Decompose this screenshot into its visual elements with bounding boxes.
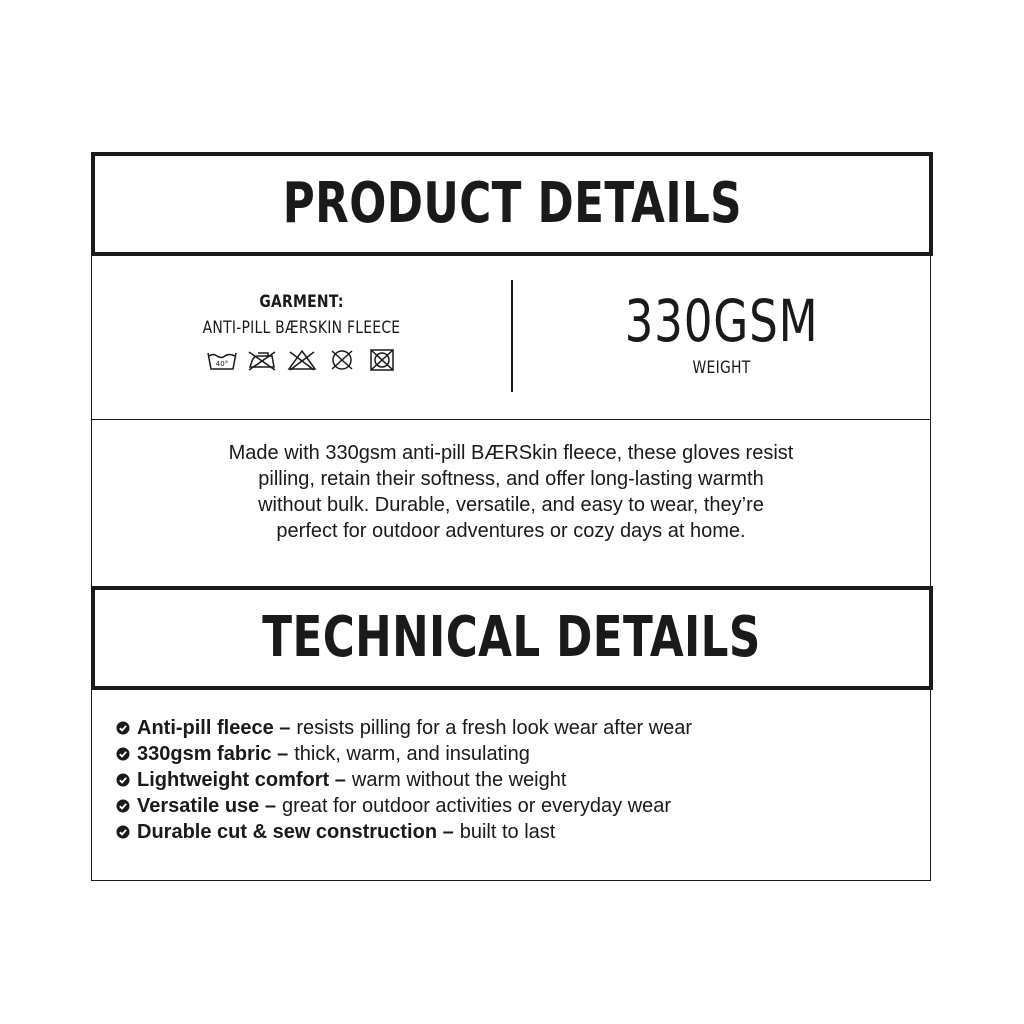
list-item xyxy=(116,793,692,819)
description-line: Made with 330gsm anti-pill BÆRSkin fleece, these gloves resist xyxy=(228,442,794,464)
do-not-dry-clean-icon xyxy=(326,348,358,372)
weight-label: WEIGHT xyxy=(692,358,751,378)
product-description xyxy=(92,440,930,544)
technical-details-title: TECHNICAL DETAILS xyxy=(262,605,762,670)
list-item xyxy=(116,819,692,845)
item-text: thick, warm, and insulating xyxy=(294,742,530,765)
weight-block xyxy=(513,287,930,378)
care-icons xyxy=(92,348,511,372)
product-details-banner xyxy=(91,152,933,256)
description-line: perfect for outdoor adventures or cozy days at home. xyxy=(276,520,746,542)
check-circle-icon xyxy=(116,825,130,839)
item-text: built to last xyxy=(459,820,556,843)
weight-value: 330GSM xyxy=(624,287,819,355)
do-not-bleach-icon xyxy=(286,348,318,372)
item-text: resists pilling for a fresh look wear after wear xyxy=(296,716,693,739)
item-label: Anti-pill fleece – xyxy=(137,716,291,739)
item-label: Lightweight comfort – xyxy=(137,768,346,791)
product-details-title: PRODUCT DETAILS xyxy=(282,171,742,236)
garment-value: ANTI-PILL BÆRSKIN FLEECE xyxy=(202,318,401,338)
description-line: pilling, retain their softness, and offer long-lasting warmth xyxy=(258,468,764,490)
do-not-iron-icon xyxy=(246,348,278,372)
item-label: 330gsm fabric – xyxy=(137,742,289,765)
item-label: Versatile use – xyxy=(137,794,276,817)
item-text: warm without the weight xyxy=(351,768,567,791)
section-divider xyxy=(92,419,930,420)
wash-40-icon xyxy=(206,348,238,372)
check-circle-icon xyxy=(116,747,130,761)
technical-details-banner xyxy=(91,586,933,690)
technical-details-list xyxy=(116,715,692,845)
check-circle-icon xyxy=(116,721,130,735)
list-item xyxy=(116,741,692,767)
svg-text:40°: 40° xyxy=(215,360,228,368)
list-item xyxy=(116,767,692,793)
specs-row xyxy=(92,256,930,420)
check-circle-icon xyxy=(116,773,130,787)
garment-heading: GARMENT: xyxy=(259,292,344,312)
item-text: great for outdoor activities or everyday wear xyxy=(281,794,672,817)
item-label: Durable cut & sew construction – xyxy=(137,820,454,843)
do-not-tumble-dry-icon xyxy=(366,348,398,372)
product-details-card xyxy=(91,152,931,881)
description-line: without bulk. Durable, versatile, and easy to wear, they’re xyxy=(258,494,764,516)
garment-block xyxy=(92,292,511,372)
list-item xyxy=(116,715,692,741)
check-circle-icon xyxy=(116,799,130,813)
